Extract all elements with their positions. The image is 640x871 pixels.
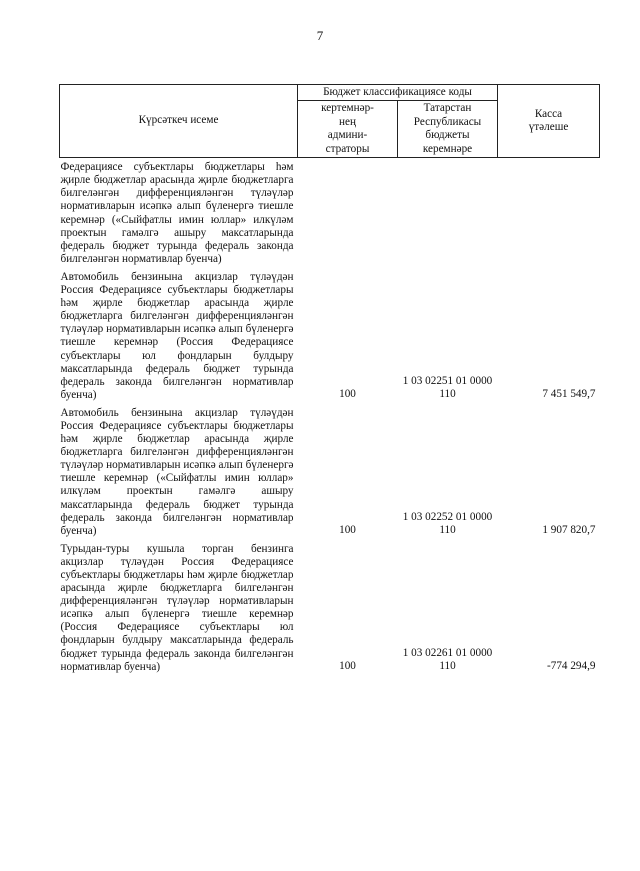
table-body — [60, 158, 600, 676]
table-header — [60, 85, 600, 158]
table-row — [60, 404, 600, 540]
header-revenue-code: Татарстан Республикасы бюджеты керемнәре — [398, 101, 498, 158]
row-classification-code: 1 03 02252 01 0000 110 — [402, 510, 493, 537]
table-row — [60, 158, 600, 268]
row-admin-code: 100 — [339, 388, 356, 401]
row-cash-amount: 7 451 549,7 — [542, 388, 596, 401]
budget-table — [59, 84, 600, 676]
row-description: Автомобиль бензинына акцизлар түләүдән Россия Федерациясе субъектлары бюджетлары һәм җирле бюджетлар арасында җирле бюджетларга билгеләнгән дифференцияләнгән түләүләр нормативларын исәпкә алып бүленергә тиешле керемнәр («Сыйфатлы имин юллар» илкүләм проектын гамәлгә ашыру максатларында федераль бюджет турында федераль законда билгеләнгән нормативлар буенча) — [60, 406, 294, 537]
header-classification-group: Бюджет классификациясе коды — [298, 85, 498, 101]
row-description: Автомобиль бензинына акцизлар түләүдән Россия Федерациясе субъектлары бюджетлары һәм җирле бюджетлар арасында җирле бюджетларга билгеләнгән дифференцияләнгән түләүләр нормативларын исәпкә алып бүленергә тиешле керемнәр (Россия Федерациясе субъектлары юл фондларын булдыру максатларында федераль бюджет турында федераль законда билгеләнгән нормативлар буенча) — [60, 270, 294, 401]
row-admin-code: 100 — [339, 660, 356, 673]
header-cash-execution: Касса үтәлеше — [498, 85, 600, 158]
page-number: 7 — [316, 28, 324, 43]
row-classification-code: 1 03 02261 01 0000 110 — [402, 646, 493, 673]
row-description: Федерациясе субъектлары бюджетлары һәм җирле бюджетлар арасында җирле бюджетларга билгеләнгән дифференцияләнгән түләүләр нормативларын исәпкә алып бүленергә тиешле керемнәр («Сыйфатлы имин юллар» илкүләм проектын гамәлгә ашыру максатларында федераль бюджет турында федераль законда билгеләнгән нормативлар буенча) — [60, 161, 294, 265]
table-row — [60, 268, 600, 404]
table-row — [60, 540, 600, 676]
row-classification-code: 1 03 02251 01 0000 110 — [402, 375, 493, 401]
row-admin-code: 100 — [339, 524, 356, 537]
row-description: Турыдан-туры кушыла торган бензинга акцизлар түләүдән Россия Федерациясе субъектлары бюджетлары һәм җирле бюджетлар арасында җирле бюджетларга билгеләнгән дифференцияләнгән түләүләр нормативларын исәпкә алып бүленергә тиешле керемнәр (Россия Федерациясе субъектлары юл фондларын булдыру максатларында федераль бюджет турында федераль законда билгеләнгән нормативлар буенча) — [60, 542, 294, 673]
row-admin-code — [298, 158, 398, 268]
header-indicator-name: Күрсәткеч исеме — [60, 85, 298, 158]
row-cash-amount: -774 294,9 — [547, 660, 596, 673]
row-cash-amount: 1 907 820,7 — [542, 524, 596, 537]
header-revenue-administrator: кертемнәр- нең админи- страторы — [298, 101, 398, 158]
row-cash-amount — [498, 158, 600, 268]
row-classification-code — [398, 158, 498, 268]
